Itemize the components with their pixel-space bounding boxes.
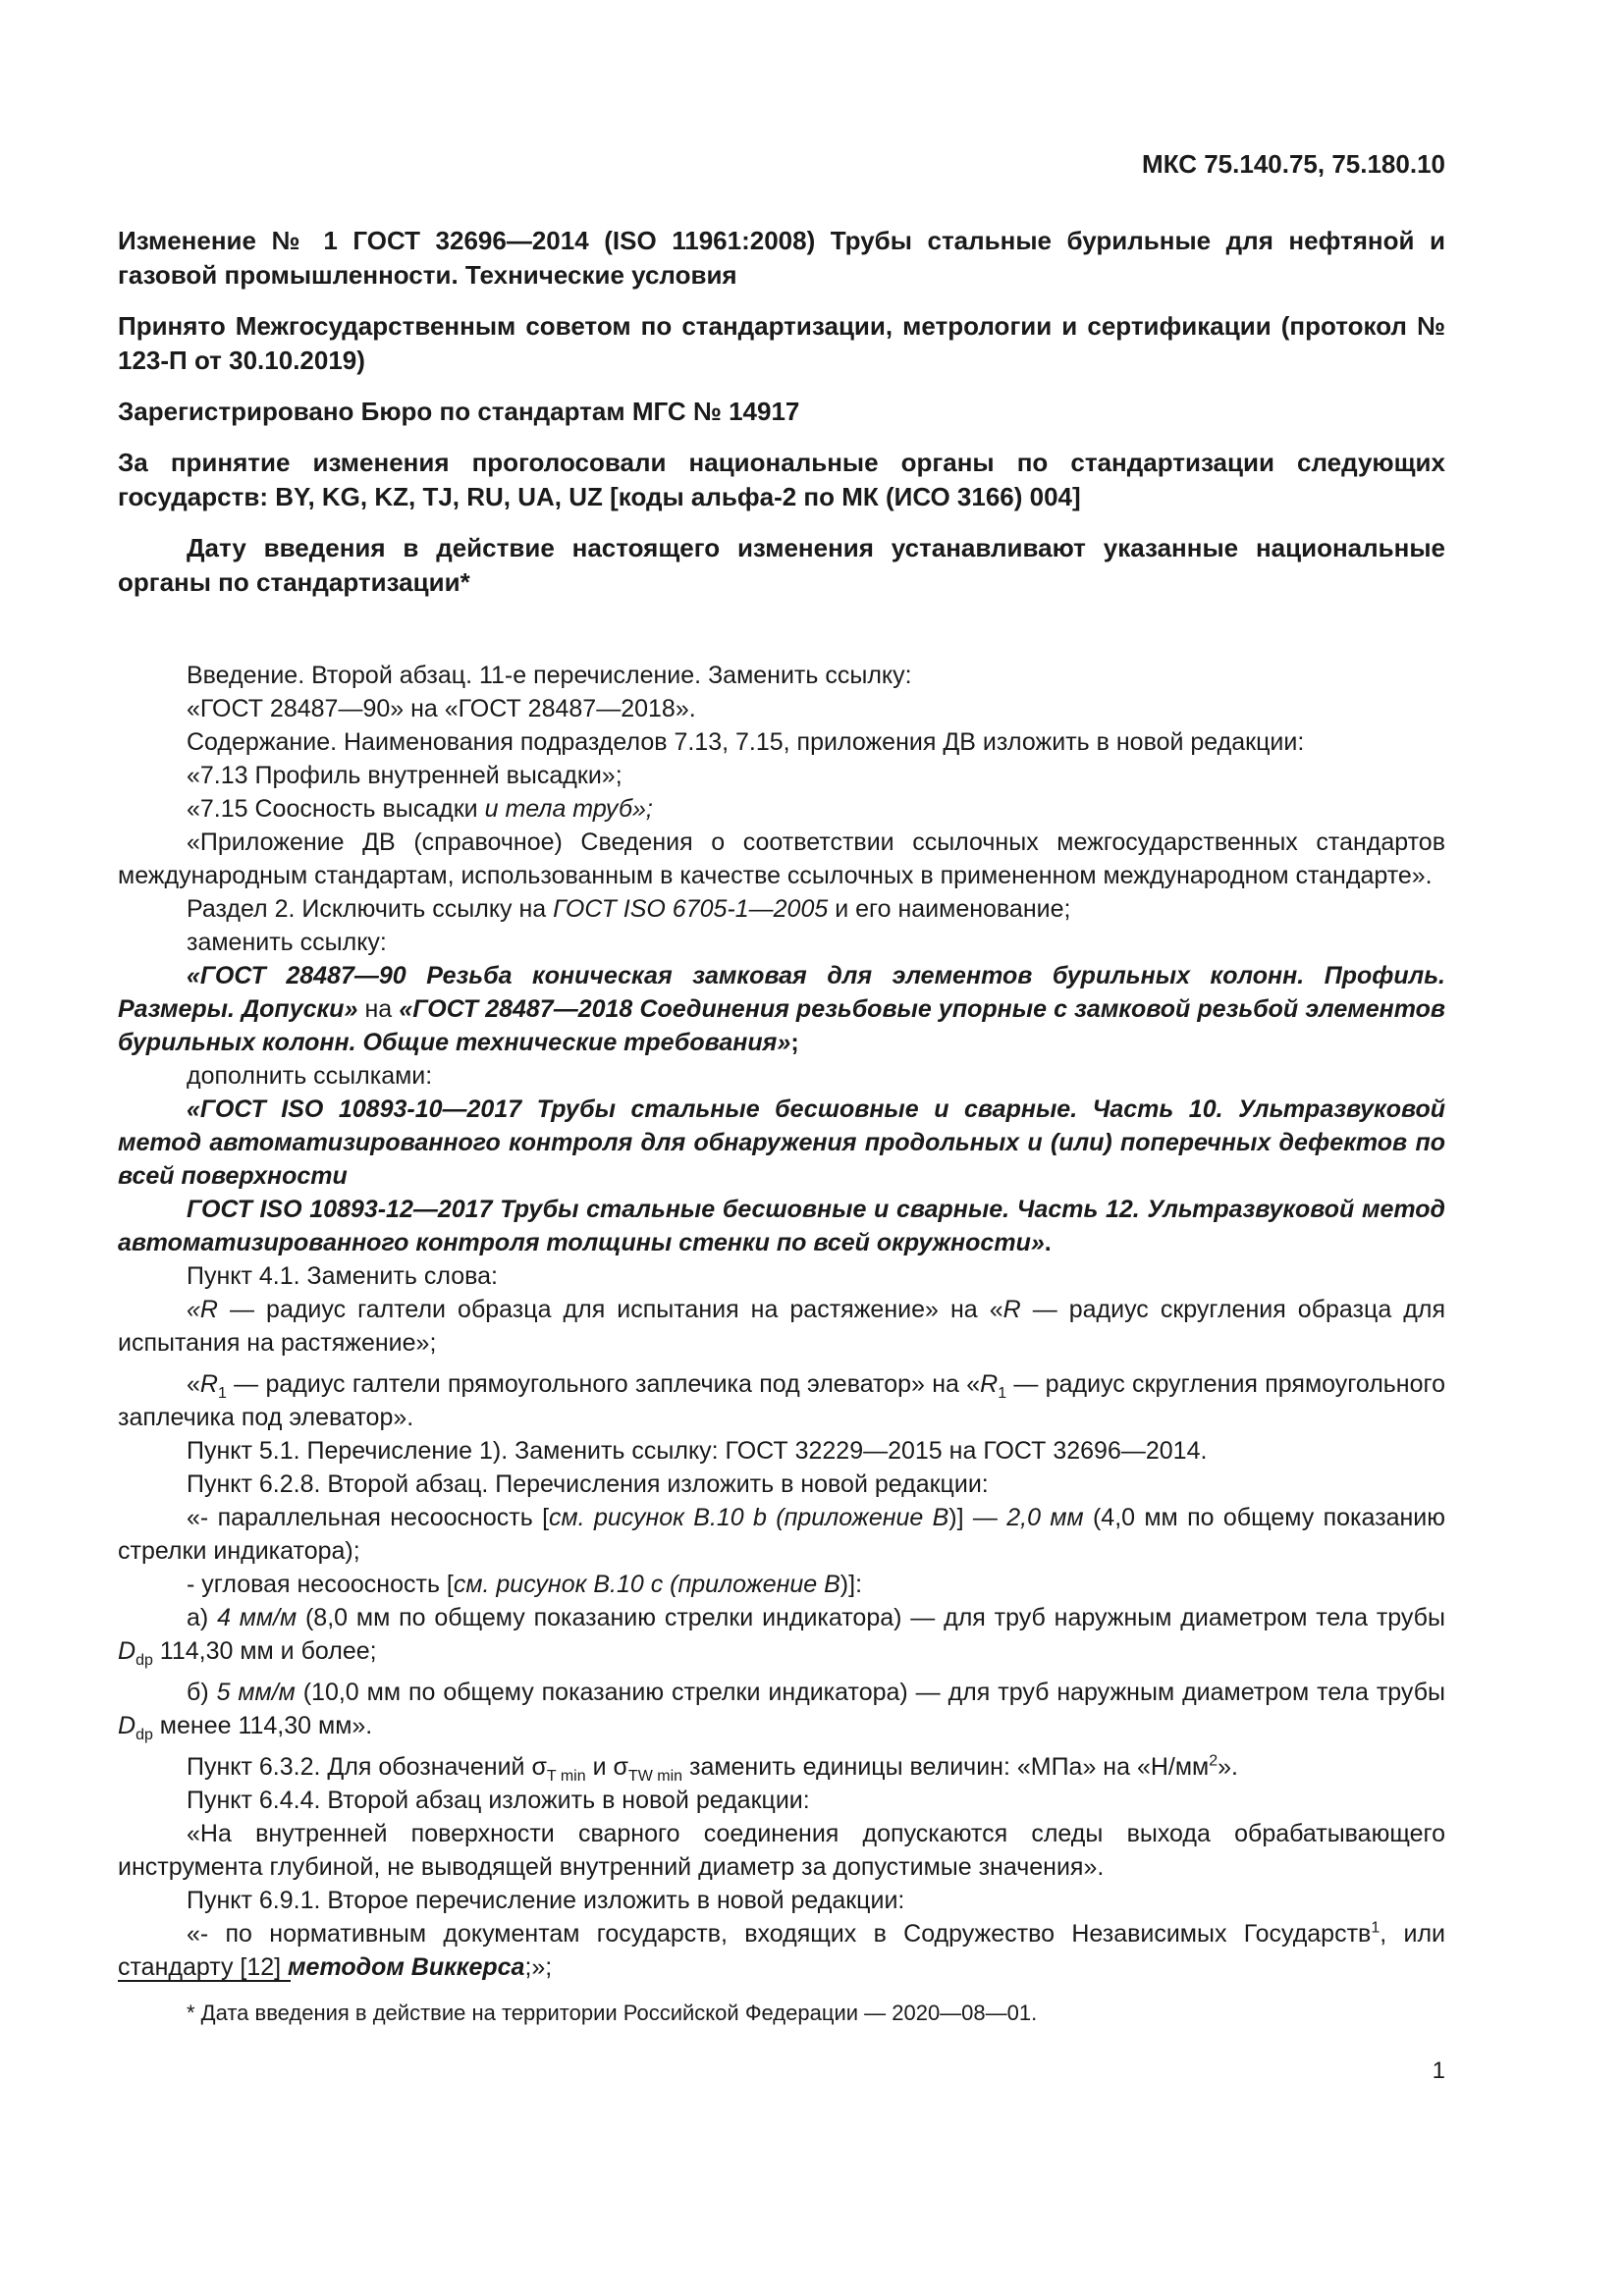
intro-replacement: «ГОСТ 28487—90» на «ГОСТ 28487—2018». [187, 695, 696, 722]
clause-4-1-r1: «$R_1$ — радиус галтели прямоугольного заплечика под элеватор» на «$R_1$ — радиус скругления прямоугольного заплечика под элеватор». [118, 1370, 1445, 1431]
clause-4-1-r: «R — радиус галтели образца для испытания на растяжение» на «R — радиус скругления образца для испытания на растяжение»; [118, 1296, 1445, 1357]
clause-6-2-8-a: а) 4 мм/м (8,0 мм по общему показанию стрелки индикатора) — для труб наружным диаметром тела трубы $D_{dp}$ 114,30 мм и более; [118, 1604, 1445, 1669]
clause-4-1: Пункт 4.1. Заменить слова: [187, 1262, 498, 1290]
replace-ref-label: заменить ссылку: [187, 929, 387, 956]
ref-iso-10893-12: ГОСТ ISO 10893-12—2017 Трубы стальные бесшовные и сварные. Часть 12. Ультразвуковой метод автоматизированного контроля толщины стенки по всей окружности». [118, 1196, 1445, 1256]
effective-date-statement: Дату введения в действие настоящего изменения устанавливают указанные национальные органы по стандартизации* [118, 533, 1445, 597]
page-number: 1 [1432, 2057, 1445, 2084]
clause-6-2-8-angular: - угловая несоосность [см. рисунок В.10 с (приложение В)]: [187, 1571, 863, 1598]
clause-6-3-2: Пункт 6.3.2. Для обозначений $\sigma_{T min}$ и $\sigma_{TW min}$ заменить единицы величин: «МПа» на «$Н/мм^2$». [187, 1752, 1239, 1785]
clause-6-2-8: Пункт 6.2.8. Второй абзац. Перечисления изложить в новой редакции: [187, 1470, 989, 1498]
clause-6-4-4: Пункт 6.4.4. Второй абзац изложить в новой редакции: [187, 1787, 810, 1814]
section2-paragraph: Раздел 2. Исключить ссылку на ГОСТ ISO 6705-1—2005 и его наименование; [187, 895, 1071, 923]
footnote-divider [118, 1980, 291, 1982]
contents-item-715: «7.15 Соосность высадки и тела труб»; [187, 795, 653, 823]
amendment-title: Изменение № 1 ГОСТ 32696—2014 (ISO 11961:2008) Трубы стальные бурильные для нефтяной и газовой промышленности. Технические условия [118, 226, 1445, 290]
clause-6-2-8-parallel: «- параллельная несоосность [см. рисунок В.10 b (приложение В)] — 2,0 мм (4,0 мм по общему показанию стрелки индикатора); [118, 1504, 1446, 1565]
clause-6-2-8-b: б) 5 мм/м (10,0 мм по общему показанию стрелки индикатора) — для труб наружным диаметром тела трубы $D_{dp}$ менее 114,30 мм». [118, 1679, 1445, 1743]
voting-statement: За принятие изменения проголосовали национальные органы по стандартизации следующих государств: BY, KG, KZ, TJ, RU, UA, UZ [коды альфа-2 по МК (ИСО 3166) 004] [118, 448, 1445, 511]
mks-code: МКС 75.140.75, 75.180.10 [1142, 149, 1445, 179]
clause-6-9-1: Пункт 6.9.1. Второе перечисление изложить в новой редакции: [187, 1887, 905, 1914]
contents-appendix-dv: «Приложение ДВ (справочное) Сведения о соответствии ссылочных межгосударственных стандартов международным стандартам, использованным в качестве ссылочных в примененном международном стандарте». [118, 828, 1445, 889]
contents-paragraph: Содержание. Наименования подразделов 7.13, 7.15, приложения ДВ изложить в новой редакции: [187, 728, 1305, 756]
clause-6-4-4-text: «На внутренней поверхности сварного соединения допускаются следы выхода обрабатывающего инструмента глубиной, не выводящей внутренний диаметр за допустимые значения». [118, 1820, 1445, 1881]
adopted-statement: Принято Межгосударственным советом по стандартизации, метрологии и сертификации (протокол № 123-П от 30.10.2019) [118, 311, 1445, 375]
registration-statement: Зарегистрировано Бюро по стандартам МГС № 14917 [118, 397, 800, 426]
ref-replacement: «ГОСТ 28487—90 Резьба коническая замковая для элементов бурильных колонн. Профиль. Размеры. Допуски» на «ГОСТ 28487—2018 Соединения резьбовые упорные с замковой резьбой элементов бурильных колонн. Общие технические требования»; [118, 962, 1446, 1056]
contents-item-713: «7.13 Профиль внутренней высадки»; [187, 762, 623, 789]
add-refs-label: дополнить ссылками: [187, 1062, 433, 1090]
footnote: * Дата введения в действие на территории Российской Федерации — 2020—08—01. [187, 2001, 1038, 2025]
ref-iso-10893-10: «ГОСТ ISO 10893-10—2017 Трубы стальные бесшовные и сварные. Часть 10. Ультразвуковой метод автоматизированного контроля для обнаружения продольных и (или) поперечных дефектов по всей поверхности [118, 1095, 1445, 1190]
document-page [118, 147, 1445, 1984]
clause-5-1: Пункт 5.1. Перечисление 1). Заменить ссылку: ГОСТ 32229—2015 на ГОСТ 32696—2014. [187, 1437, 1208, 1465]
intro-paragraph: Введение. Второй абзац. 11-е перечисление. Заменить ссылку: [187, 662, 912, 689]
clause-6-9-1-text: «- по нормативным документам государств, входящих в Содружество Независимых Государств$^1$, или стандарту [12] методом Виккерса;»; [118, 1919, 1445, 1981]
